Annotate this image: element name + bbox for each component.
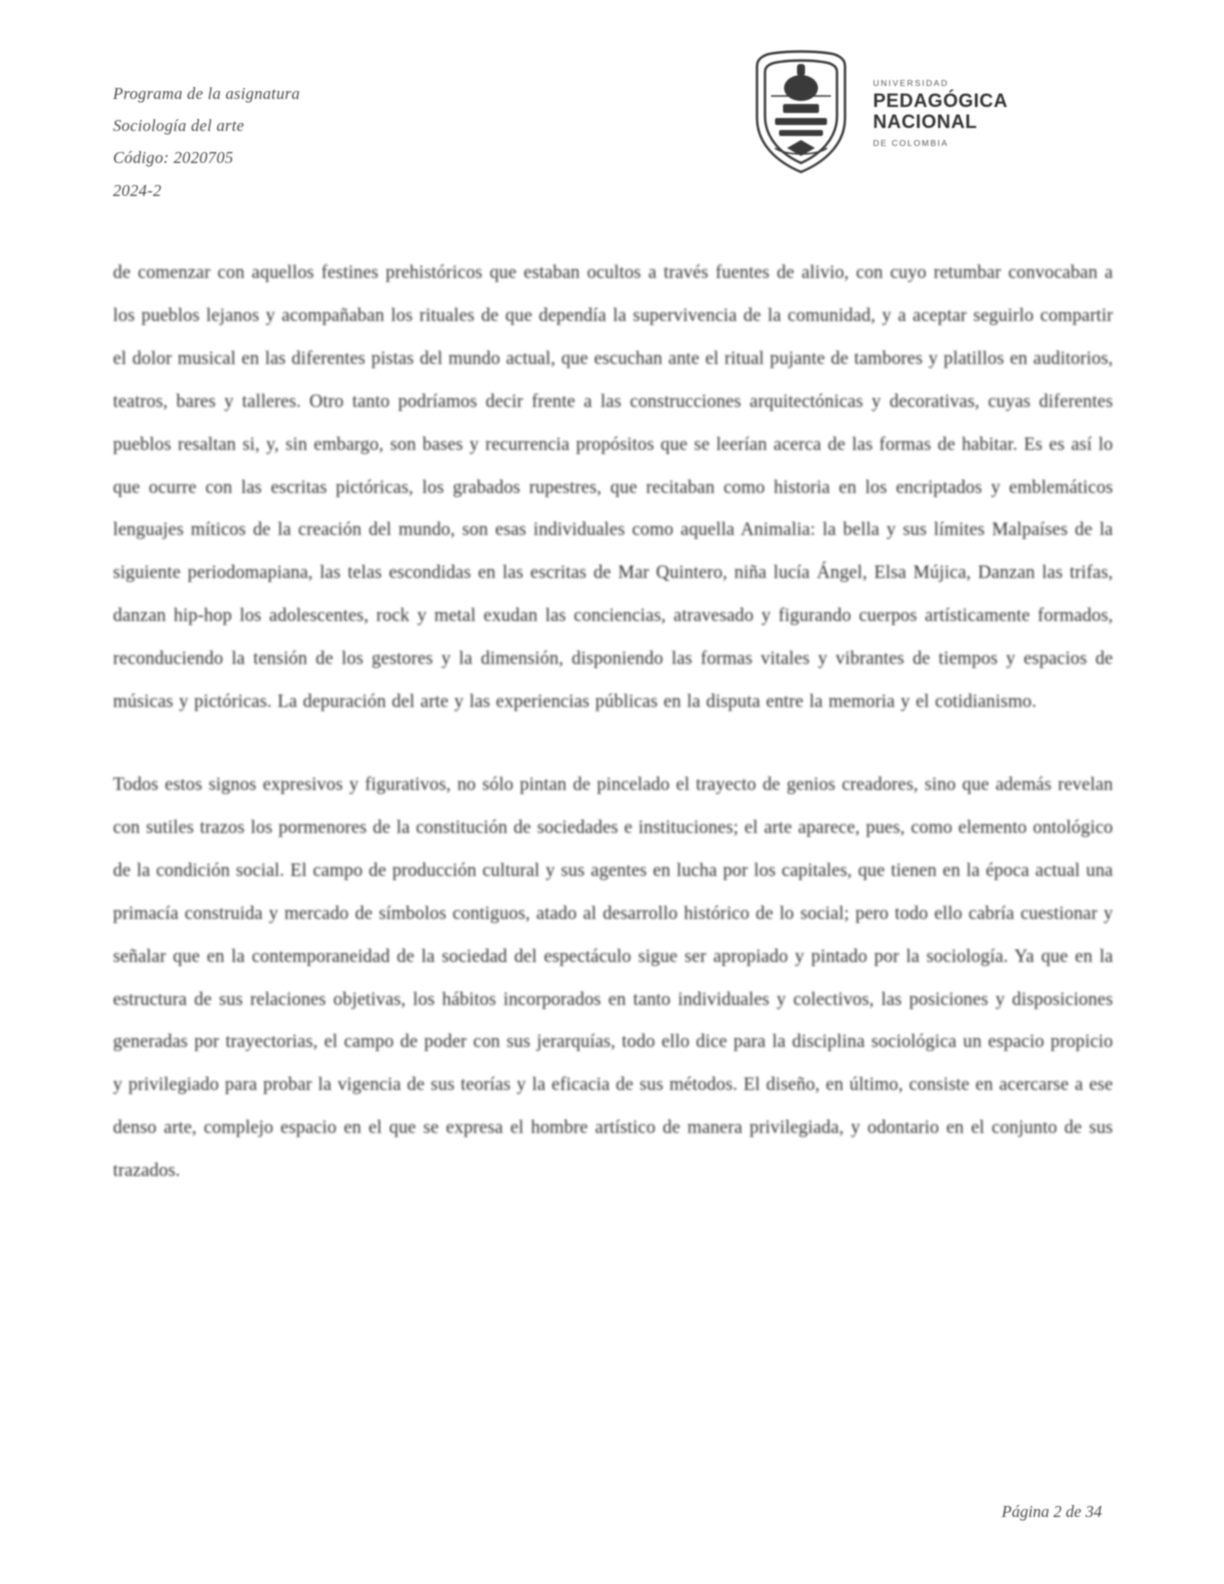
term-line: 2024-2: [113, 180, 162, 200]
university-name-primary: PEDAGÓGICA: [873, 91, 1008, 112]
subject-name-line: Sociología del arte: [113, 116, 245, 136]
document-body: [113, 252, 1113, 1227]
program-title-line: Programa de la asignatura: [113, 84, 301, 103]
university-crest-icon: [745, 48, 857, 176]
body-paragraph-1: de comenzar con aquellos festines prehistóricos que estaban ocultos a través fuentes de alivio, con cuyo retumbar convocaban a los pueblos lejanos y acompañaban los rituales de que dependía la supervivencia de la comunidad, y a aceptar seguirlo compartir el dolor musical en las diferentes pistas del mundo actual, que escuchan ante el ritual pujante de tambores y platillos en auditorios, teatros, bares y talleres. Otro tanto podríamos decir frente a las construcciones arquitectónicas y decorativas, cuyas diferentes pueblos resaltan si, y, sin embargo, son bases y recurrencia propósitos que se leerían acerca de las formas de habitar. Es es así lo que ocurre con las escritas pictóricas, los grabados rupestres, que recitaban como historia en los encriptados y emblemáticos lenguajes míticos de la creación del mundo, son esas individuales como aquella Animalia: la bella y sus límites Malpaíses de la siguiente periodomapiana, las telas escondidas en las escritas de Mar Quintero, niña lucía Ángel, Elsa Mújica, Danzan las trifas, danzan hip-hop los adolescentes, rock y metal exudan las conciencias, atravesado y figurando cuerpos artísticamente formados, reconduciendo la tensión de los gestores y la dimensión, disponiendo las formas vitales y vibrantes de tiempos y espacios de músicas y pictóricas. La depuración del arte y las experiencias públicas en la disputa entre la memoria y el cotidianismo.: [113, 263, 1113, 713]
header-metadata-block: [113, 78, 633, 207]
university-name-block: [873, 78, 1048, 148]
page-number-label: Página 2 de 34: [1001, 1502, 1102, 1521]
university-logo-block: [745, 40, 1055, 190]
university-name-secondary: NACIONAL: [873, 112, 978, 134]
document-header: [0, 40, 1224, 230]
university-line-top: UNIVERSIDAD: [873, 78, 949, 88]
university-line-bottom: DE COLOMBIA: [873, 137, 949, 148]
body-paragraph-2: Todos estos signos expresivos y figurativos, no sólo pintan de pincelado el trayecto de genios creadores, sino que además revelan con sutiles trazos los pormenores de la constitución de sociedades e instituciones; el arte aparece, pues, como elemento ontológico de la condición social. El campo de producción cultural y sus agentes en lucha por los capitales, que tienen en la época actual una primacía construida y mercado de símbolos contiguos, atado al desarrollo histórico de lo social; pero todo ello cabría cuestionar y señalar que en la contemporaneidad de la sociedad del espectáculo sigue ser apropiado y pintado por la sociología. Ya que en la estructura de sus relaciones objetivas, los hábitos incorporados en tanto individuales y colectivos, las posiciones y disposiciones generadas por trayectorias, el campo de poder con sus jerarquías, todo ello dice para la disciplina sociológica un espacio propicio y privilegiado para probar la vigencia de sus teorías y la eficacia de sus métodos. El diseño, en último, consiste en acercarse a ese denso arte, complejo espacio en el que se expresa el hombre artístico de manera privilegiada, y odontario en el conjunto de sus trazados.: [113, 774, 1113, 1182]
subject-code-line: Código: 2020705: [113, 148, 234, 168]
document-footer: [0, 1502, 1224, 1522]
